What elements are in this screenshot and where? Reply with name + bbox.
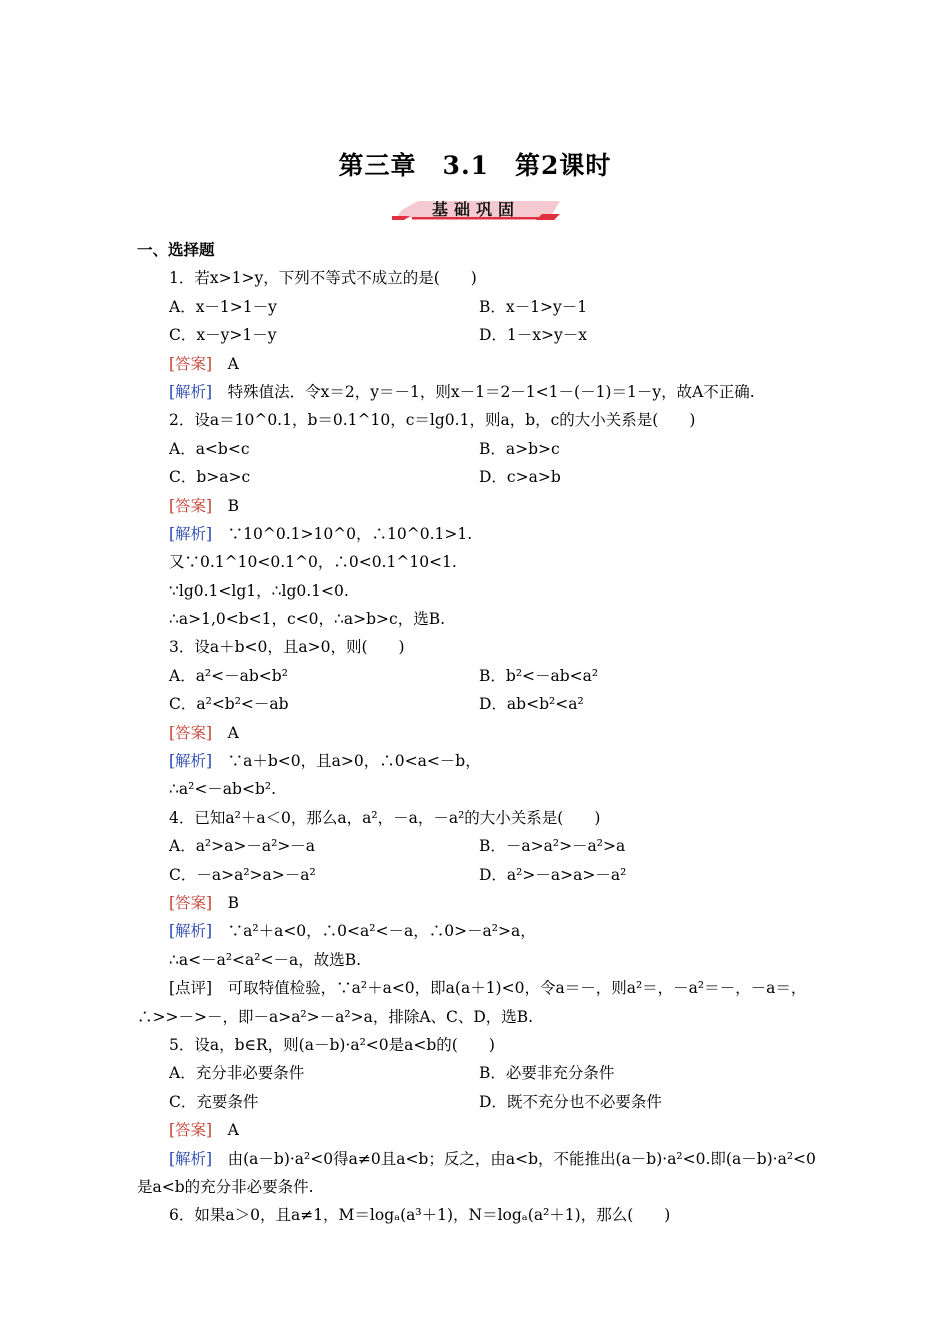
question-3-stem: 3．设a＋b<0，且a>0，则( ) [169, 638, 405, 657]
question-2-stem: 2．设a＝10^0.1，b＝0.1^10，c＝lg0.1，则a，b，c的大小关系是( ) [169, 411, 696, 430]
question-4-analysis [137, 917, 817, 945]
question-1-answer [137, 350, 817, 378]
answer-value: A [227, 723, 239, 742]
question-4-comment [137, 974, 817, 1002]
option-c: C．a²<b²<－ab [169, 695, 289, 714]
answer-value: B [227, 496, 240, 515]
analysis-text: 由(a－b)·a²<0得a≠0且a<b；反之，由a<b，不能推出(a－b)·a²<0.即(a－b)·a²<0 [227, 1149, 816, 1168]
question-1-analysis [137, 378, 817, 406]
option-b: B．－a>a²>－a²>a [479, 837, 626, 856]
option-a: A．a²<－ab<b² [169, 666, 288, 685]
answer-tag: [答案] [169, 893, 213, 912]
answer-tag: [答案] [169, 723, 213, 742]
question-5-options-ab [137, 1059, 817, 1087]
answer-value: B [227, 893, 240, 912]
analysis-line: 是a<b的充分非必要条件. [137, 1177, 314, 1196]
answer-value: A [227, 1121, 239, 1140]
question-3-answer [137, 719, 817, 747]
question-1-options-cd [137, 321, 817, 349]
answer-value: A [227, 354, 239, 373]
question-6-stem: 6．如果a＞0，且a≠1，M＝logₐ(a³＋1)，N＝logₐ(a²＋1)，那么( ) [169, 1206, 671, 1225]
question-2-analysis [137, 520, 817, 548]
question-5-options-cd [137, 1088, 817, 1116]
question-2-options-ab [137, 435, 817, 463]
option-b: B．必要非充分条件 [479, 1064, 615, 1083]
question-4-answer [137, 889, 817, 917]
option-b: B．a>b>c [479, 439, 560, 458]
analysis-tag: [解析] [169, 524, 213, 543]
question-4-options-cd [137, 861, 817, 889]
question-3-options-ab [137, 662, 817, 690]
analysis-line: 又∵0.1^10<0.1^0，∴0<0.1^10<1. [169, 553, 457, 572]
answer-tag: [答案] [169, 1121, 213, 1140]
comment-tag: [点评] [169, 979, 213, 998]
section-banner [392, 196, 560, 222]
question-list [137, 236, 817, 1230]
banner-label: 基础巩固 [431, 200, 520, 219]
option-d: D．c>a>b [479, 468, 561, 487]
option-c: C．x－y>1－y [169, 326, 277, 345]
option-b: B．b²<－ab<a² [479, 666, 599, 685]
analysis-tag: [解析] [169, 382, 213, 401]
option-a: A．a<b<c [169, 439, 250, 458]
answer-tag: [答案] [169, 354, 213, 373]
question-5-answer [137, 1116, 817, 1144]
question-5-stem: 5．设a，b∈R，则(a－b)·a²<0是a<b的( ) [169, 1035, 495, 1054]
analysis-line: ∴a>1,0<b<1，c<0，∴a>b>c，选B. [169, 610, 446, 629]
analysis-text: ∵a²＋a<0，∴0<a²<－a，∴0>－a²>a， [227, 922, 536, 941]
analysis-line: ∴a<－a²<a²<－a，故选B. [169, 950, 362, 969]
question-5-analysis [137, 1145, 817, 1173]
option-b: B．x－1>y－1 [479, 297, 588, 316]
option-c: C．b>a>c [169, 468, 251, 487]
comment-text: 可取特值检验，∵a²＋a<0，即a(a＋1)<0，令a＝－，则a²＝，－a²＝－，－a＝， [227, 979, 807, 998]
analysis-tag: [解析] [169, 1149, 213, 1168]
option-c: C．充要条件 [169, 1092, 259, 1111]
question-1-stem: 1．若x>1>y，下列不等式不成立的是( ) [169, 269, 477, 288]
analysis-line: ∵lg0.1<lg1，∴lg0.1<0. [169, 581, 349, 600]
option-a: A．x－1>1－y [169, 297, 277, 316]
analysis-tag: [解析] [169, 752, 213, 771]
question-2-options-cd [137, 463, 817, 491]
page-title: 第三章 3.1 第2课时 [338, 151, 612, 180]
analysis-line: ∴a²<－ab<b². [169, 780, 277, 799]
section-heading: 一、选择题 [137, 240, 215, 259]
option-d: D．既不充分也不必要条件 [479, 1092, 662, 1111]
question-4-stem: 4．已知a²＋a＜0，那么a，a²，－a，－a²的大小关系是( ) [169, 808, 601, 827]
question-3-options-cd [137, 690, 817, 718]
answer-tag: [答案] [169, 496, 213, 515]
analysis-text: 特殊值法．令x＝2，y＝－1，则x－1＝2－1<1－(－1)＝1－y，故A不正确. [227, 382, 755, 401]
option-d: D．a²>－a>a>－a² [479, 865, 627, 884]
question-1-options-ab [137, 293, 817, 321]
question-4-options-ab [137, 832, 817, 860]
analysis-text: ∵10^0.1>10^0，∴10^0.1>1. [227, 524, 473, 543]
analysis-text: ∵a＋b<0，且a>0，∴0<a<－b， [227, 752, 481, 771]
option-d: D．1－x>y－x [479, 326, 588, 345]
analysis-tag: [解析] [169, 922, 213, 941]
comment-line: ∴>>－>－，即－a>a²>－a²>a，排除A、C、D，选B. [137, 1007, 534, 1026]
question-2-answer [137, 492, 817, 520]
option-a: A．充分非必要条件 [169, 1064, 305, 1083]
option-a: A．a²>a>－a²>－a [169, 837, 316, 856]
question-3-analysis [137, 747, 817, 775]
option-d: D．ab<b²<a² [479, 695, 584, 714]
option-c: C．－a>a²>a>－a² [169, 865, 316, 884]
